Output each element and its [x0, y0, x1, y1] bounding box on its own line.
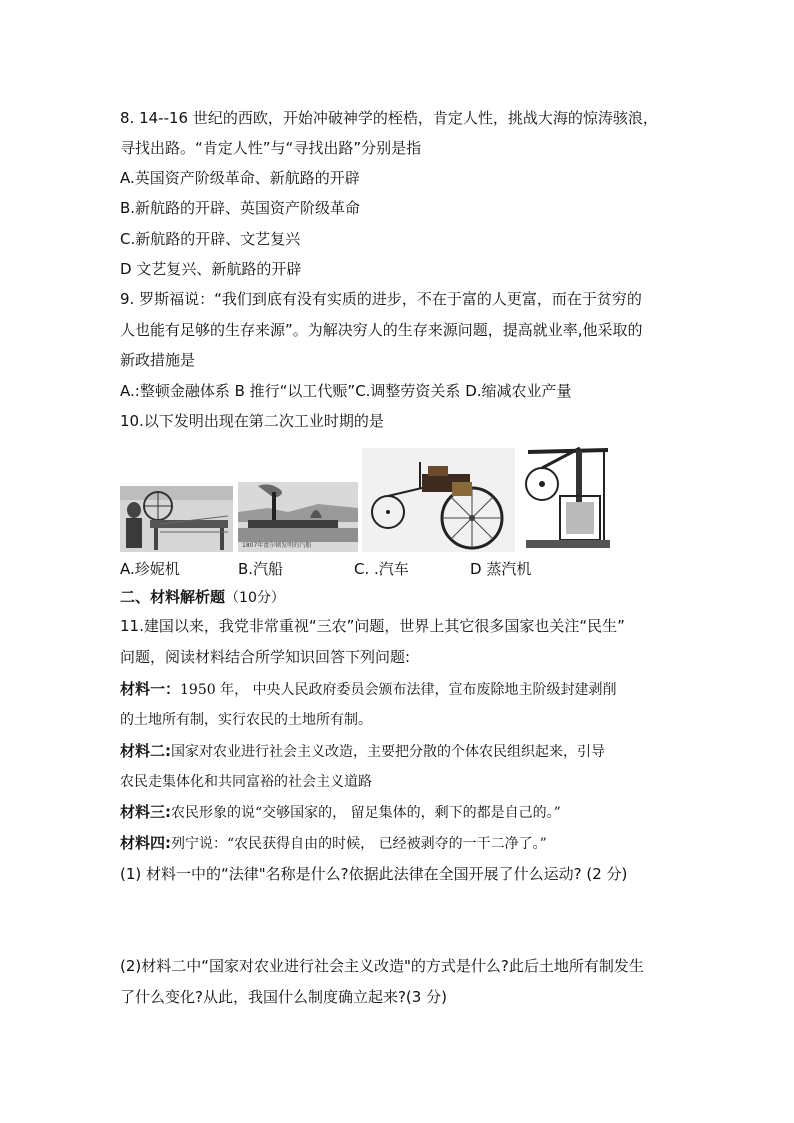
material-4 — [120, 833, 547, 854]
q8-option-c: C.新航路的开辟、文艺复兴 — [120, 230, 301, 248]
material-4-label: 材料四: — [120, 834, 171, 852]
section-points: （10分） — [225, 590, 285, 606]
q8-option-b: B.新航路的开辟、英国资产阶级革命 — [120, 199, 361, 217]
caption-d: D 蒸汽机 — [470, 560, 532, 578]
q8-stem-line1: 8. 14--16 世纪的西欧，开始冲破神学的桎梏，肯定人性，挑战大海的惊涛骇浪， — [120, 109, 658, 127]
q8-option-a: A.英国资产阶级革命、新航路的开辟 — [120, 169, 360, 187]
material-2-line2: 农民走集体化和共同富裕的社会主义道路 — [120, 774, 372, 790]
q9-stem-line2: 人也能有足够的生存来源”。为解决穷人的生存来源问题，提高就业率,他采取的 — [120, 321, 643, 339]
material-2-text1: 国家对农业进行社会主义改造，主要把分散的个体农民组织起来，引导 — [171, 744, 605, 760]
section-title: 材料解析题 — [150, 588, 226, 606]
material-3-label: 材料三: — [120, 803, 171, 821]
q9-stem-line3: 新政措施是 — [120, 351, 196, 369]
material-1-text1: 1950 年， 中央人民政府委员会颁布法律，宣布废除地主阶级封建剥削 — [180, 682, 617, 698]
caption-c: C. .汽车 — [354, 560, 409, 578]
material-4-text: 列宁说：“农民获得自由的时候， 已经被剥夺的一干二净了。” — [171, 836, 547, 852]
q8-stem-line2: 寻找出路。“肯定人性”与“寻找出路”分别是指 — [120, 139, 422, 157]
steam-engine-image — [520, 436, 616, 552]
section-heading — [120, 587, 285, 608]
q9-options: A.:整顿金融体系 B 推行“以工代赈”C.调整劳资关系 D.缩减农业产量 — [120, 382, 572, 400]
q8-option-d: D 文艺复兴、新航路的开辟 — [120, 260, 302, 278]
steamboat-caption: 1807年富尔顿发明的汽船 — [242, 542, 312, 549]
q9-stem-line1: 9. 罗斯福说：“我们到底有没有实质的进步，不在于富的人更富，而在于贫穷的 — [120, 290, 642, 308]
q11-sub2-line2: 了什么变化?从此，我国什么制度确立起来?(3 分) — [120, 988, 447, 1006]
q11-stem-line1: 11.建国以来，我党非常重视“三农”问题，世界上其它很多国家也关注“民生” — [120, 617, 625, 635]
caption-a: A.珍妮机 — [120, 560, 180, 578]
caption-b: B.汽船 — [238, 560, 284, 578]
q10-stem: 10.以下发明出现在第二次工业时期的是 — [120, 412, 384, 430]
material-3 — [120, 802, 561, 823]
material-2-line1 — [120, 741, 605, 762]
material-1-line2: 的土地所有制，实行农民的土地所有制。 — [120, 712, 372, 728]
steamboat-image — [238, 482, 358, 552]
q11-sub1: (1) 材料一中的“法律"名称是什么?依据此法律在全国开展了什么运动? (2 分) — [120, 865, 628, 883]
q11-sub2-line1: (2)材料二中“国家对农业进行社会主义改造"的方式是什么?此后土地所有制发生 — [120, 957, 644, 975]
q11-stem-line2: 问题，阅读材料结合所学知识回答下列问题: — [120, 648, 411, 666]
material-3-text: 农民形象的说“交够国家的， 留足集体的，剩下的都是自己的。” — [171, 805, 561, 821]
material-1-label: 材料一： — [120, 680, 181, 698]
material-2-label: 材料二: — [120, 742, 171, 760]
automobile-image — [362, 448, 515, 552]
material-1-line1 — [120, 679, 617, 700]
section-number: 二、 — [120, 588, 151, 606]
spinning-jenny-image — [120, 486, 233, 552]
